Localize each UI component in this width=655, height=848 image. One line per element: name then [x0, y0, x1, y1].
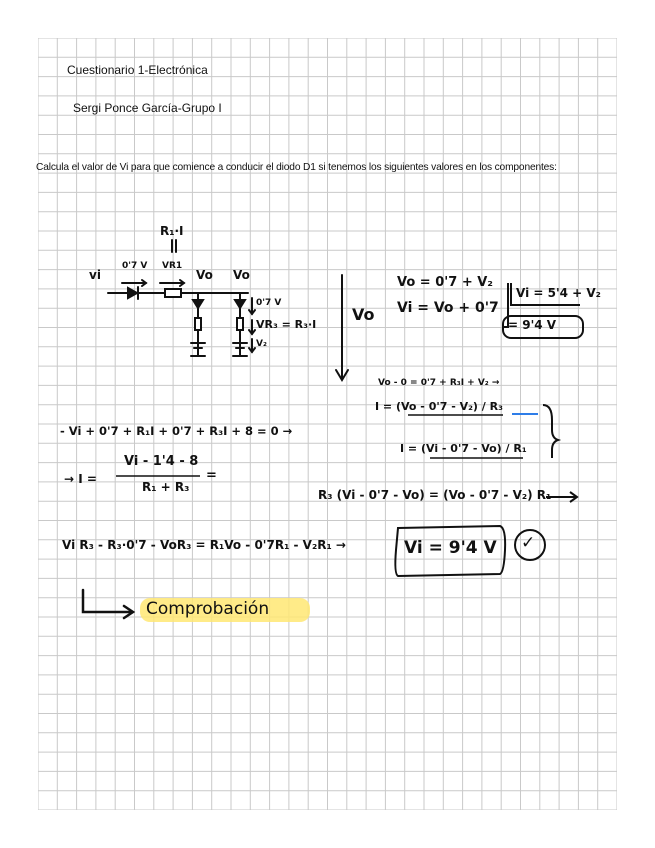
- check-mark: ✓: [521, 533, 536, 553]
- label-vo-node2: Vo: [233, 268, 250, 282]
- eq-I-numerator: Vi - 1'4 - 8: [124, 454, 199, 469]
- eq-i2: I = (Vi - 0'7 - Vo) / R₁: [400, 442, 527, 455]
- curly-bracket: [543, 405, 558, 458]
- eq-vo: Vo = 0'7 + V₂: [397, 275, 493, 290]
- label-r1i: R₁·I: [160, 224, 184, 238]
- comprobacion-label: Comprobación: [146, 599, 270, 619]
- question-text: Calcula el valor de Vi para que comience a conducir el diodo D1 si tenemos los siguientes valores en los componentes:: [36, 162, 557, 173]
- vo-arrow-label: Vo: [352, 305, 375, 324]
- label-07v: 0'7 V: [122, 261, 148, 271]
- label-vr3: VR₃ = R₃·I: [256, 318, 317, 331]
- box-vi-line2: = 9'4 V: [508, 318, 557, 332]
- eq-vi: Vi = Vo + 0'7: [397, 300, 499, 316]
- eq-expand: Vi R₃ - R₃·0'7 - VoR₃ = R₁Vo - 0'7R₁ - V₂R₁ →: [62, 538, 346, 552]
- comprobacion-arrow: [83, 590, 133, 618]
- eq-kvl: - Vi + 0'7 + R₁I + 0'7 + R₃I + 8 = 0 →: [60, 424, 293, 438]
- vo-arrow: [336, 275, 348, 380]
- label-vo-node1: Vo: [196, 268, 213, 282]
- eq-I-lhs: → I =: [64, 472, 97, 486]
- eq-I-rhs: =: [206, 468, 217, 483]
- circuit-diagram: [108, 240, 255, 356]
- label-vi: vi: [89, 268, 101, 282]
- author-line: Sergi Ponce García-Grupo I: [73, 101, 222, 115]
- label-v2: V₂: [256, 339, 267, 349]
- result-value: Vi = 9'4 V: [404, 538, 497, 558]
- label-07v-branch: 0'7 V: [256, 298, 282, 308]
- document-title: Cuestionario 1-Electrónica: [67, 63, 208, 77]
- eq-cross: R₃ (Vi - 0'7 - Vo) = (Vo - 0'7 - V₂) R₁: [318, 488, 552, 502]
- box-vi-line1: Vi = 5'4 + V₂: [516, 286, 601, 300]
- eq-I-denominator: R₁ + R₃: [142, 480, 190, 494]
- eq-i1: I = (Vo - 0'7 - V₂) / R₃: [375, 400, 503, 413]
- label-vr1: VR1: [162, 261, 183, 271]
- eq-loop: Vo - 0 = 0'7 + R₃I + V₂ →: [378, 378, 500, 388]
